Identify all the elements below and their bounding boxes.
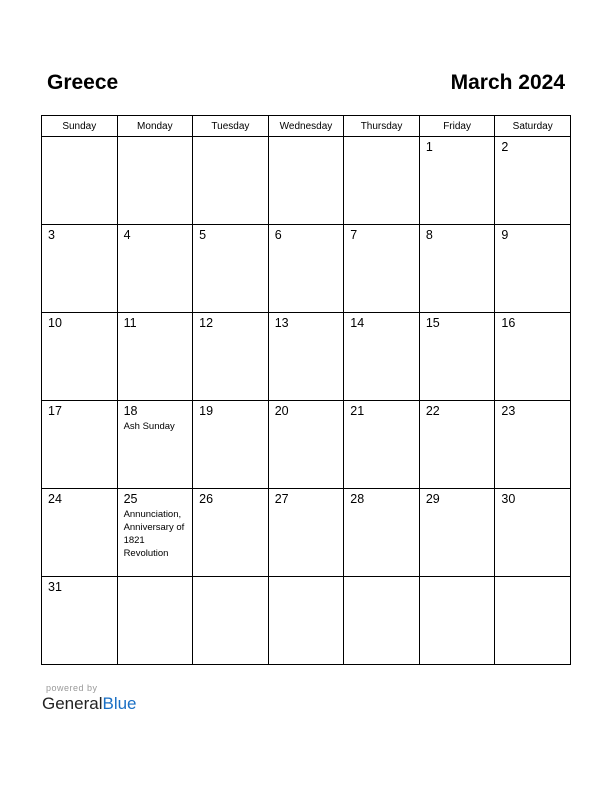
day-cell	[344, 401, 420, 489]
day-number: 30	[501, 492, 516, 506]
month-title: March 2024	[450, 71, 565, 94]
day-number: 29	[425, 492, 440, 506]
day-cell	[268, 313, 344, 401]
calendar-grid	[41, 115, 571, 665]
day-cell	[117, 401, 193, 489]
day-cell	[419, 137, 495, 225]
week-row	[42, 577, 571, 665]
week-row	[42, 225, 571, 313]
day-cell	[344, 225, 420, 313]
day-cell	[495, 577, 571, 665]
day-cell	[193, 401, 269, 489]
day-cell	[42, 489, 118, 577]
day-cell	[344, 137, 420, 225]
day-cell	[419, 489, 495, 577]
day-cell	[419, 577, 495, 665]
brand-general-text: General	[42, 694, 103, 713]
day-cell	[42, 401, 118, 489]
day-cell	[268, 225, 344, 313]
weekday-header: Tuesday	[193, 116, 269, 137]
day-number: 14	[350, 316, 365, 330]
day-number: 28	[350, 492, 365, 506]
day-number: 5	[199, 228, 207, 242]
day-cell	[117, 489, 193, 577]
day-cell	[193, 137, 269, 225]
day-number: 7	[350, 228, 358, 242]
day-number: 27	[274, 492, 289, 506]
day-number: 9	[501, 228, 509, 242]
day-number: 8	[425, 228, 433, 242]
day-cell	[344, 313, 420, 401]
day-number: 3	[48, 228, 55, 242]
day-cell	[419, 401, 495, 489]
week-row	[42, 489, 571, 577]
day-cell	[42, 313, 118, 401]
day-number: 23	[501, 404, 516, 418]
day-number: 15	[425, 316, 440, 330]
day-cell	[193, 225, 269, 313]
day-cell	[42, 577, 118, 665]
day-cell	[117, 137, 193, 225]
day-number: 19	[199, 404, 214, 418]
day-cell	[419, 313, 495, 401]
brand-blue-text: Blue	[102, 694, 137, 713]
country-title: Greece	[47, 71, 119, 94]
week-row	[42, 137, 571, 225]
day-cell	[268, 137, 344, 225]
day-number: 31	[48, 580, 62, 594]
weekday-header: Wednesday	[268, 116, 344, 137]
day-number: 24	[48, 492, 62, 506]
day-cell	[495, 137, 571, 225]
day-number: 16	[501, 316, 516, 330]
holiday-label: Ash Sunday	[123, 421, 175, 432]
day-number: 18	[123, 404, 138, 418]
day-cell	[495, 313, 571, 401]
day-number: 1	[425, 140, 433, 154]
day-number: 25	[123, 492, 138, 506]
day-cell	[268, 401, 344, 489]
day-number: 17	[48, 404, 62, 418]
day-cell	[495, 401, 571, 489]
day-number: 20	[274, 404, 289, 418]
weekday-header: Sunday	[42, 116, 118, 137]
day-cell	[117, 577, 193, 665]
weekday-header-row	[42, 116, 571, 137]
weekday-header: Monday	[117, 116, 193, 137]
day-cell	[193, 489, 269, 577]
day-cell	[42, 137, 118, 225]
week-row	[42, 313, 571, 401]
day-number: 11	[123, 316, 137, 330]
weekday-header: Saturday	[495, 116, 571, 137]
day-number: 6	[274, 228, 282, 242]
day-number: 2	[501, 140, 509, 154]
day-number: 12	[199, 316, 214, 330]
day-number: 13	[274, 316, 289, 330]
week-row	[42, 401, 571, 489]
powered-by-label: powered by	[46, 683, 98, 693]
day-number: 10	[48, 316, 62, 330]
day-cell	[495, 489, 571, 577]
day-number: 4	[123, 228, 131, 242]
weekday-header: Thursday	[344, 116, 420, 137]
day-cell	[344, 577, 420, 665]
weekday-header: Friday	[419, 116, 495, 137]
day-cell	[193, 577, 269, 665]
day-cell	[42, 225, 118, 313]
day-cell	[268, 489, 344, 577]
day-cell	[344, 489, 420, 577]
holiday-label: Annunciation, Anniversary of 1821 Revolution	[123, 509, 185, 559]
day-cell	[419, 225, 495, 313]
generalblue-logo[interactable]	[42, 694, 137, 714]
day-number: 26	[199, 492, 214, 506]
day-number: 21	[350, 404, 365, 418]
day-cell	[117, 225, 193, 313]
day-cell	[117, 313, 193, 401]
day-number: 22	[425, 404, 440, 418]
day-cell	[193, 313, 269, 401]
day-cell	[495, 225, 571, 313]
day-cell	[268, 577, 344, 665]
